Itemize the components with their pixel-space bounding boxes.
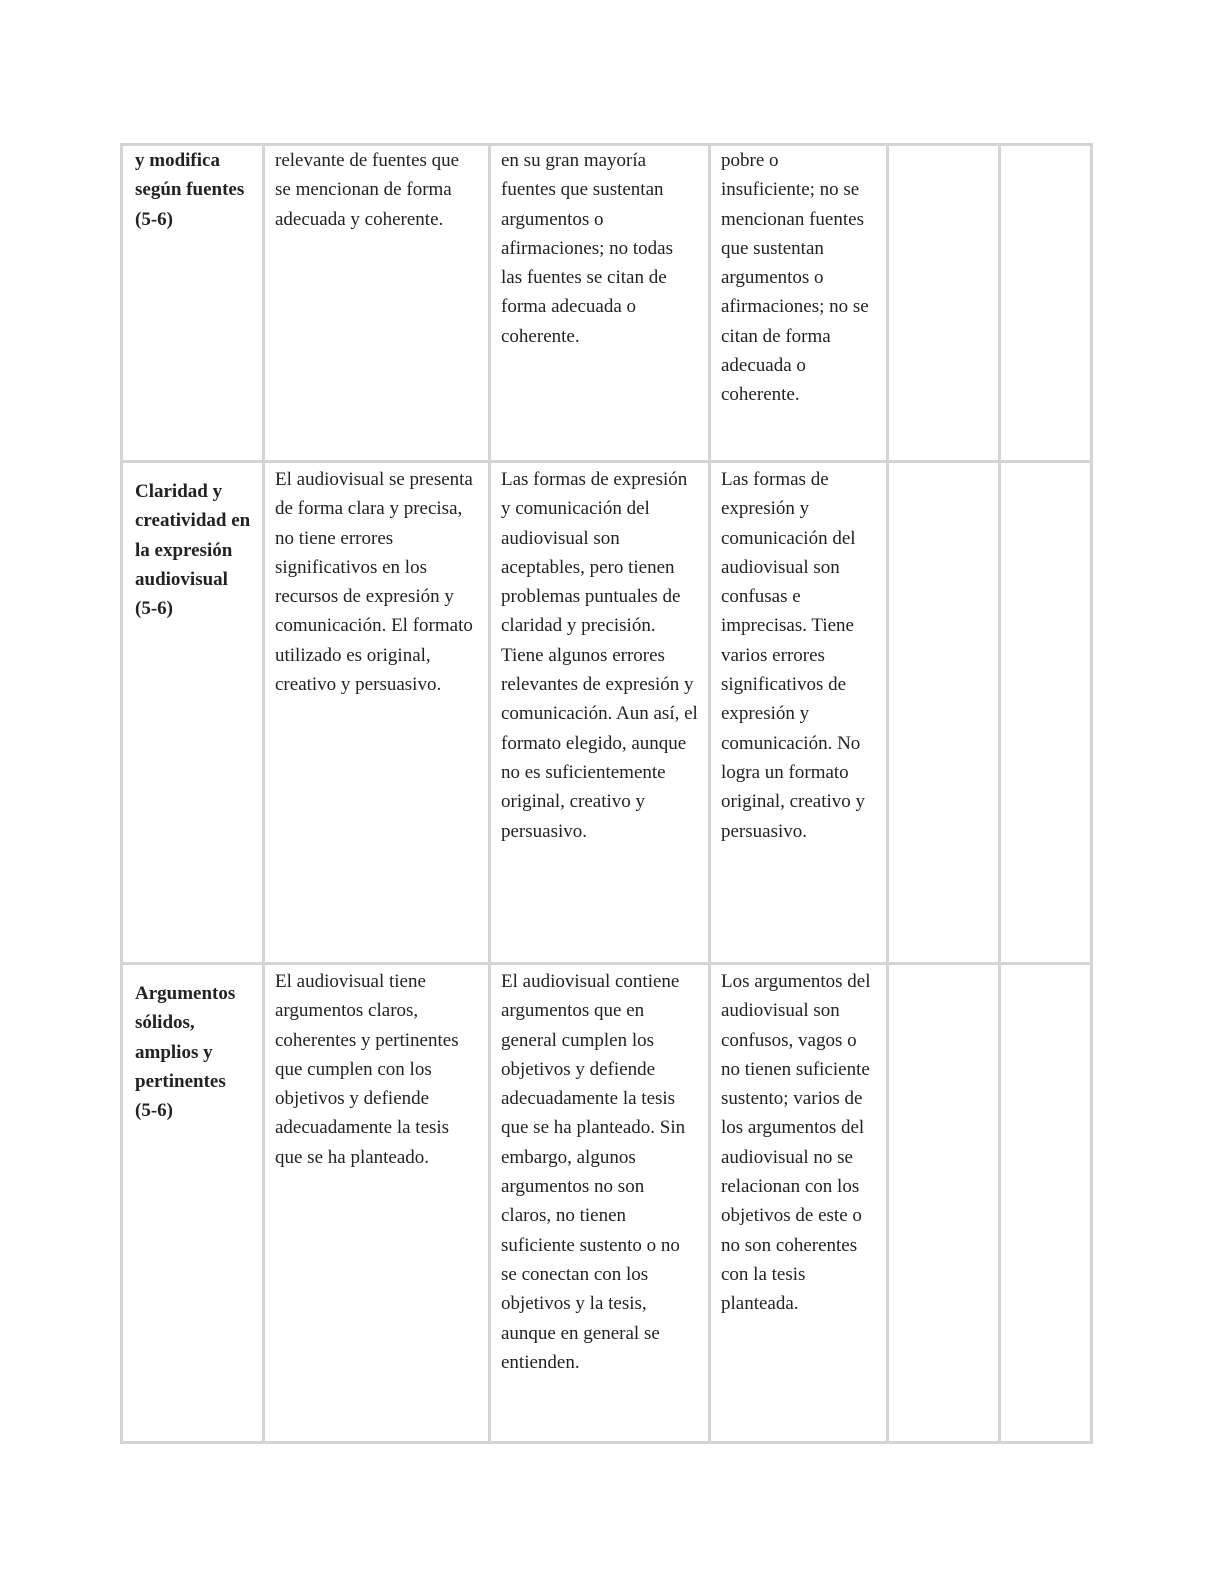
excellent-level-cell: El audiovisual tiene argumentos claros, coherentes y pertinentes que cumplen con los objetivos y defiende adecuadamente la tesis que se ha planteado.	[264, 964, 490, 1443]
score-cell	[888, 145, 1000, 462]
excellent-level-cell: relevante de fuentes que se mencionan de forma adecuada y coherente.	[264, 145, 490, 462]
developing-level-cell: pobre o insuficiente; no se mencionan fuentes que sustentan argumentos o afirmaciones; no se citan de forma adecuada o coherente.	[710, 145, 888, 462]
score-cell	[888, 964, 1000, 1443]
comments-cell	[1000, 964, 1092, 1443]
score-cell	[888, 462, 1000, 964]
table-row	[122, 964, 1092, 1443]
developing-level-cell: Los argumentos del audiovisual son confusos, vagos o no tienen suficiente sustento; varios de los argumentos del audiovisual no se relacionan con los objetivos de este o no son coherentes con la tesis planteada.	[710, 964, 888, 1443]
table-row	[122, 462, 1092, 964]
good-level-cell: Las formas de expresión y comunicación del audiovisual son aceptables, pero tienen problemas puntuales de claridad y precisión. Tiene algunos errores relevantes de expresión y comunicación. Aun así, el formato elegido, aunque no es suficientemente original, creativo y persuasivo.	[490, 462, 710, 964]
developing-level-cell: Las formas de expresión y comunicación del audiovisual son confusas e imprecisas. Tiene varios errores significativos de expresión y comunicación. No logra un formato original, creativo y persuasivo.	[710, 462, 888, 964]
good-level-cell: El audiovisual contiene argumentos que en general cumplen los objetivos y defiende adecuadamente la tesis que se ha planteado. Sin embargo, algunos argumentos no son claros, no tienen suficiente sustento o no se conectan con los objetivos y la tesis, aunque en general se entienden.	[490, 964, 710, 1443]
comments-cell	[1000, 145, 1092, 462]
table-row	[122, 145, 1092, 462]
rubric-table	[120, 143, 1093, 1444]
criterion-cell: Claridad y creatividad en la expresión audiovisual (5-6)	[122, 462, 264, 964]
criterion-cell: Argumentos sólidos, amplios y pertinentes (5-6)	[122, 964, 264, 1443]
good-level-cell: en su gran mayoría fuentes que sustentan argumentos o afirmaciones; no todas las fuentes se citan de forma adecuada o coherente.	[490, 145, 710, 462]
criterion-cell: y modifica según fuentes (5-6)	[122, 145, 264, 462]
comments-cell	[1000, 462, 1092, 964]
excellent-level-cell: El audiovisual se presenta de forma clara y precisa, no tiene errores significativos en los recursos de expresión y comunicación. El formato utilizado es original, creativo y persuasivo.	[264, 462, 490, 964]
